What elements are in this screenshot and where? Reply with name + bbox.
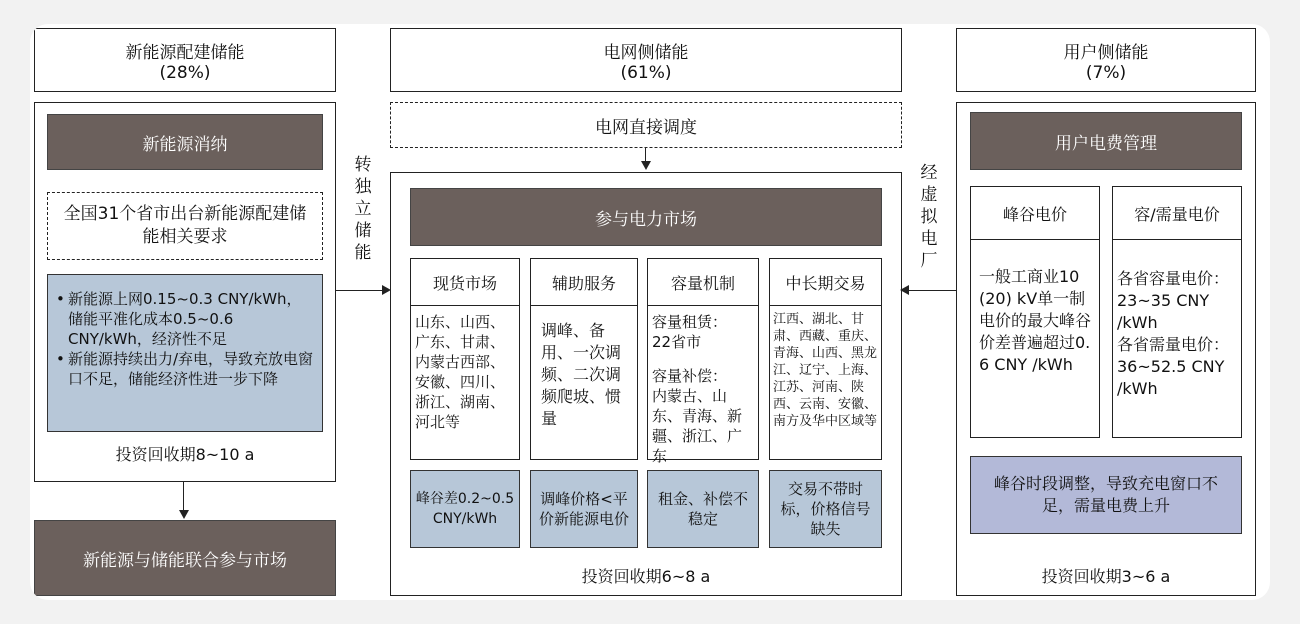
connector-right-line [908,290,956,291]
column-header-new-energy [34,28,336,92]
left-issue-box [47,274,323,432]
right-header: 用户电费管理 [970,112,1242,170]
requirement-box [47,192,323,260]
sub-body: 山东、山西、广东、甘肃、内蒙古西部、安徽、四川、浙江、湖南、河北等 [415,313,506,431]
column-percent: (28%) [159,62,211,83]
connector-right-label [919,162,939,272]
requirement-text: 全国31个省市出台新能源配建储能相关要求 [63,204,307,247]
connector-right-text: 经虚拟电厂 [920,163,938,271]
sub-title: 中长期交易 [770,259,881,306]
body-line: 各省需量电价： [1117,335,1230,354]
diagram-canvas [30,24,1270,600]
sub-title: 辅助服务 [531,259,637,306]
sub-body: 江西、湖北、甘肃、西藏、重庆、青海、山西、黑龙江、辽宁、上海、江苏、河南、陕西、云南、安徽、南方及华中区域等 [773,312,878,429]
body-line: /kWh [1117,379,1158,398]
issue-long-term: 交易不带时标，价格信号缺失 [769,470,882,548]
arrow-line [183,482,184,510]
sub-demand-price [1112,186,1242,438]
left-payback: 投资回收期8~10 a [115,445,255,464]
body-line: 容量补偿： [652,367,728,385]
connector-left-text: 转独立储能 [354,155,372,263]
sub-body: 一般工商业10 (20) kV单一制电价的最大峰谷价差普遍超过0.6 CNY /kWh [979,267,1092,374]
column-title: 电网侧储能 [603,42,689,63]
joint-market-box: 新能源与储能联合参与市场 [34,520,336,596]
column-percent: (7%) [1085,62,1127,83]
connector-left-label [353,154,373,264]
column-percent: (61%) [620,62,672,83]
body-line: 内蒙古、山东、青海、新疆、浙江、广东 [652,387,743,465]
body-line: 22省市 [652,333,702,351]
sub-capacity [647,258,759,465]
issue-bullet: • 新能源上网0.15~0.3 CNY/kWh，储能平准化成本0.5~0.6 CNY/kWh，经济性不足 [56,289,314,349]
body-line: 23~35 CNY [1117,291,1210,310]
body-line: 各省容量电价： [1117,269,1230,288]
sub-peak-valley [970,186,1100,438]
dispatch-box: 电网直接调度 [390,102,902,148]
column-header-user [956,28,1256,92]
sub-title: 容/需量电价 [1113,187,1241,240]
sub-title: 峰谷电价 [971,187,1099,240]
sub-long-term [769,258,882,460]
body-line: 容量租赁： [652,313,728,331]
sub-title: 现货市场 [411,259,519,306]
issue-ancillary: 调峰价格<平价新能源电价 [530,470,638,548]
right-payback: 投资回收期3~6 a [1041,567,1171,586]
connector-right-arrow [900,285,909,295]
sub-body [1113,240,1241,428]
sub-ancillary [530,258,638,460]
body-spacer [652,352,754,366]
sub-title: 容量机制 [648,259,758,306]
arrow-line [645,148,646,162]
column-header-grid [390,28,902,92]
left-header: 新能源消纳 [47,114,323,170]
middle-payback: 投资回收期6~8 a [581,567,711,586]
market-header: 参与电力市场 [410,188,882,246]
body-line: /kWh [1117,313,1158,332]
body-line: 36~52.5 CNY [1117,357,1225,376]
column-title: 新能源配建储能 [125,42,245,63]
arrow-head [179,510,189,519]
issue-capacity: 租金、补偿不稳定 [647,470,759,548]
issue-bullet: • 新能源持续出力/弃电，导致充放电窗口不足，储能经济性进一步下降 [56,349,314,389]
column-title: 用户侧储能 [1063,42,1149,63]
sub-spot-market [410,258,520,460]
arrow-head [641,161,651,170]
sub-body: 调峰、备用、一次调频、二次调频爬坡、惯量 [541,321,622,428]
connector-left-line [336,290,384,291]
issue-spot: 峰谷差0.2~0.5 CNY/kWh [410,470,520,548]
right-issue-box: 峰谷时段调整，导致充电窗口不足，需量电费上升 [970,456,1242,534]
sub-body [648,306,758,472]
